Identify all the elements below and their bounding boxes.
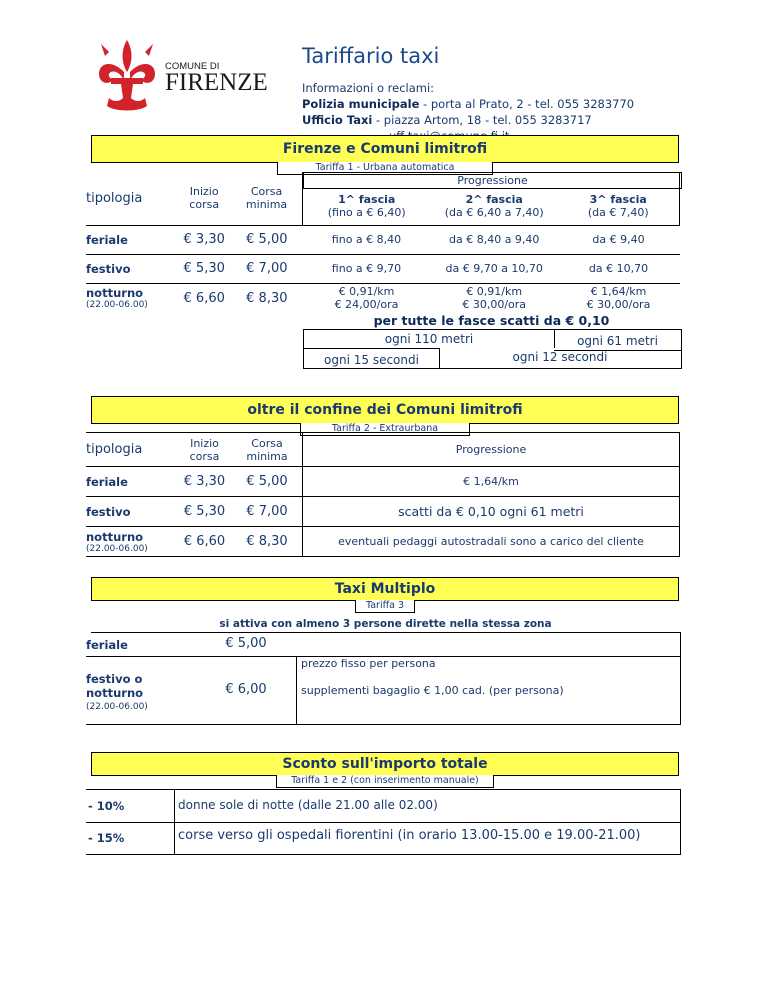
info-line: Informazioni o reclami: [302, 81, 435, 95]
tariff3-festivo-label: festivo o notturno (22.00-06.00) [86, 672, 148, 712]
table-row: notturno (22.00-06.00) € 6,60 € 8,30 eventuali pedaggi autostradali sono a carico del cliente [86, 527, 680, 557]
logo-text-small: COMUNE DI [165, 61, 220, 72]
table-row: festivo € 5,30 € 7,00 fino a € 9,70 da € 9,70 a 10,70 da € 10,70 [86, 254, 680, 283]
col-inizio: Inizio corsa [189, 436, 220, 463]
tariff1-banner: Firenze e Comuni limitrofi [91, 135, 679, 163]
ogni-61-metri: ogni 61 metri [554, 332, 681, 351]
ufficio-label: Ufficio Taxi [302, 113, 373, 127]
ogni-12-secondi: ogni 12 secondi [512, 350, 608, 364]
ogni-15-secondi: ogni 15 secondi [304, 348, 440, 369]
tariff3-prezzo-fisso: prezzo fisso per persona [301, 657, 436, 670]
sconto-table [86, 789, 681, 855]
tariff2-subtitle: Tariffa 2 - Extraurbana [300, 423, 470, 436]
tariff3-supplementi: supplementi bagaglio € 1,00 cad. (per persona) [301, 684, 564, 697]
col-tipologia: tipologia [86, 190, 143, 206]
tariff3-feriale-label: feriale [86, 638, 128, 652]
tariff3-feriale-price: € 5,00 [225, 636, 267, 651]
tariff1-table [86, 172, 680, 313]
logo-text-big: FIRENZE [165, 69, 268, 96]
col-corsa: Corsa minima [245, 185, 288, 212]
tariff2-banner: oltre il confine dei Comuni limitrofi [91, 396, 679, 424]
polizia-text: - porta al Prato, 2 - tel. 055 3283770 [419, 97, 635, 111]
scatti-box [303, 329, 682, 369]
polizia-label: Polizia municipale [302, 97, 420, 111]
tariff3-banner: Taxi Multiplo [91, 577, 679, 601]
table-row: feriale € 3,30 € 5,00 fino a € 8,40 da € 8,40 a 9,40 da € 9,40 [86, 225, 680, 254]
comune-logo [91, 32, 281, 114]
tariff1-progressione-header: Progressione [303, 172, 682, 189]
col-fascia1: 1^ fascia (fino a € 6,40) [302, 172, 431, 225]
sconto-subtitle: Tariffa 1 e 2 (con inserimento manuale) [276, 775, 494, 788]
sconto-pct-10: - 10% [88, 799, 125, 813]
col-corsa: Corsa minima [246, 436, 288, 463]
sconto-banner: Sconto sull'importo totale [91, 752, 679, 776]
ogni-110-metri: ogni 110 metri [304, 330, 555, 348]
table-row: festivo € 5,30 € 7,00 scatti da € 0,10 ogni 61 metri [86, 497, 680, 527]
sconto-desc-15: corse verso gli ospedali fiorentini (in orario 13.00-15.00 e 19.00-21.00) [178, 828, 641, 843]
sconto-desc-10: donne sole di notte (dalle 21.00 alle 02.00) [178, 798, 438, 812]
col-tipologia: tipologia [86, 442, 143, 457]
col-inizio: Inizio corsa [189, 185, 220, 212]
table-row: notturno (22.00-06.00) € 6,60 € 8,30 € 0,91/km € 24,00/ora € 0,91/km € 30,00/ora € 1,64/km € 30,00/ora [86, 283, 680, 313]
scatti-title: per tutte le fasce scatti da € 0,10 [373, 313, 610, 328]
tariff3-box [86, 632, 681, 725]
col-fascia3: 3^ fascia (da € 7,40) [557, 172, 679, 225]
table-row: feriale € 3,30 € 5,00 € 1,64/km [86, 467, 680, 497]
tariff2-table [86, 432, 680, 557]
sconto-pct-15: - 15% [88, 831, 125, 845]
ufficio-text: - piazza Artom, 18 - tel. 055 3283717 [372, 113, 592, 127]
col-fascia2: 2^ fascia (da € 6,40 a 7,40) [444, 193, 544, 220]
col-progressione: Progressione [303, 433, 680, 467]
tariff3-condition: si attiva con almeno 3 persone dirette nella stessa zona [91, 618, 680, 633]
tariff1-subtitle: Tariffa 1 - Urbana automatica [277, 162, 493, 175]
tariff3-festivo-price: € 6,00 [225, 682, 267, 697]
tariff3-subtitle: Tariffa 3 [355, 600, 415, 613]
page-title: Tariffario taxi [302, 44, 440, 68]
